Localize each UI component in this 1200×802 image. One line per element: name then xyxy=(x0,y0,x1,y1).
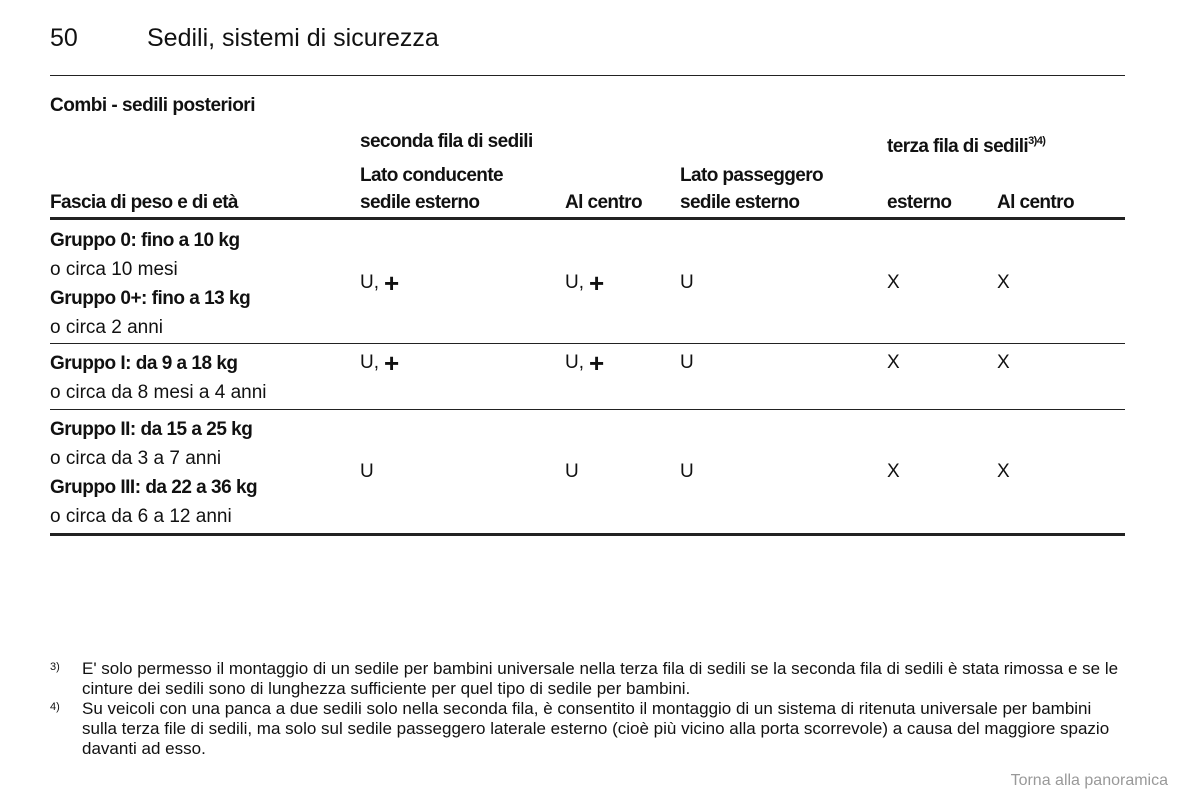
row-1-outer-third-value: X xyxy=(887,272,900,293)
footnote-4 xyxy=(50,699,1130,759)
footnote-3 xyxy=(50,659,1130,699)
col-header-driver-side-line2: sedile esterno xyxy=(360,192,480,213)
plus-icon: + xyxy=(384,348,400,378)
row-1-center-second-value: U, + xyxy=(565,268,605,298)
row-divider xyxy=(50,343,1125,344)
col-header-passenger-side-line2: sedile esterno xyxy=(680,192,800,213)
footnote-4-text: Su veicoli con una panca a due sedili solo nella seconda fila, è consentito il montaggio di un sistema di ritenuta universale per bambini sulla terza file di sedili, ma solo sul sedile passeggero laterale esterno (cioè più vicino alla porta scorrevole) a causa del maggiore spazio davanti ad esso. xyxy=(82,699,1110,758)
row-2-age: o circa da 8 mesi a 4 anni xyxy=(50,382,267,403)
page-number: 50 xyxy=(50,24,78,52)
row-2-center-third-value: X xyxy=(997,352,1010,373)
row-2-outer-third-value: X xyxy=(887,352,900,373)
group-header-third-row: terza fila di sedili$^{3)4)}$ xyxy=(887,135,1046,157)
footnote-3-text: E' solo permesso il montaggio di un sedile per bambini universale nella terza fila di sedili se la seconda fila di sedili è stata rimossa e se le cinture dei sedili sono di lunghezza sufficiente per quel tipo di sedile per bambini. xyxy=(82,659,1119,698)
plus-icon: + xyxy=(384,268,400,298)
row-3-center-third-value: X xyxy=(997,461,1010,482)
row-1-age-b: o circa 2 anni xyxy=(50,317,164,338)
plus-icon: + xyxy=(589,268,605,298)
group-header-second-row: seconda fila di sedili xyxy=(360,131,533,152)
table-row-1-label xyxy=(50,226,250,342)
col-header-driver-side xyxy=(360,162,503,216)
col-header-center-second: Al centro xyxy=(565,192,642,213)
row-2-passenger-side-value: U xyxy=(680,352,694,373)
header-divider xyxy=(50,75,1125,76)
row-3-driver-side-value: U xyxy=(360,461,374,482)
row-3-center-second-value: U xyxy=(565,461,579,482)
row-3-age-a: o circa da 3 a 7 anni xyxy=(50,448,222,469)
col-header-passenger-side xyxy=(680,162,823,216)
row-divider xyxy=(50,409,1125,410)
footnote-3-mark: 3) xyxy=(50,661,60,673)
col-header-weight-class: Fascia di peso e di età xyxy=(50,192,238,213)
table-row-2-label xyxy=(50,349,267,407)
row-3-group-b: Gruppo III: da 22 a 36 kg xyxy=(50,477,258,498)
row-3-outer-third-value: X xyxy=(887,461,900,482)
row-1-driver-side-value: U, + xyxy=(360,268,400,298)
table-header-divider xyxy=(50,217,1125,220)
page-title: Sedili, sistemi di sicurezza xyxy=(147,24,439,52)
footnote-ref: 3)4) xyxy=(1028,135,1046,147)
section-title: Combi - sedili posteriori xyxy=(50,95,255,116)
col-header-outer-third: esterno xyxy=(887,192,952,213)
col-header-passenger-side-line1: Lato passeggero xyxy=(680,165,824,186)
row-1-group-a: Gruppo 0: fino a 10 kg xyxy=(50,230,240,251)
back-to-overview-link[interactable]: Torna alla panoramica xyxy=(1010,772,1168,789)
row-3-age-b: o circa da 6 a 12 anni xyxy=(50,506,232,527)
table-bottom-divider xyxy=(50,533,1125,536)
row-1-age-a: o circa 10 mesi xyxy=(50,259,178,280)
footnote-4-mark: 4) xyxy=(50,701,60,713)
table-row-3-label xyxy=(50,415,257,531)
row-1-passenger-side-value: U xyxy=(680,272,694,293)
col-header-driver-side-line1: Lato conducente xyxy=(360,165,504,186)
col-header-center-third: Al centro xyxy=(997,192,1074,213)
row-2-group: Gruppo I: da 9 a 18 kg xyxy=(50,353,238,374)
row-1-center-third-value: X xyxy=(997,272,1010,293)
row-2-center-second-value: U, + xyxy=(565,348,605,378)
row-3-passenger-side-value: U xyxy=(680,461,694,482)
plus-icon: + xyxy=(589,348,605,378)
page-header xyxy=(50,24,439,58)
row-2-driver-side-value: U, + xyxy=(360,348,400,378)
row-3-group-a: Gruppo II: da 15 a 25 kg xyxy=(50,419,253,440)
row-1-group-b: Gruppo 0+: fino a 13 kg xyxy=(50,288,251,309)
